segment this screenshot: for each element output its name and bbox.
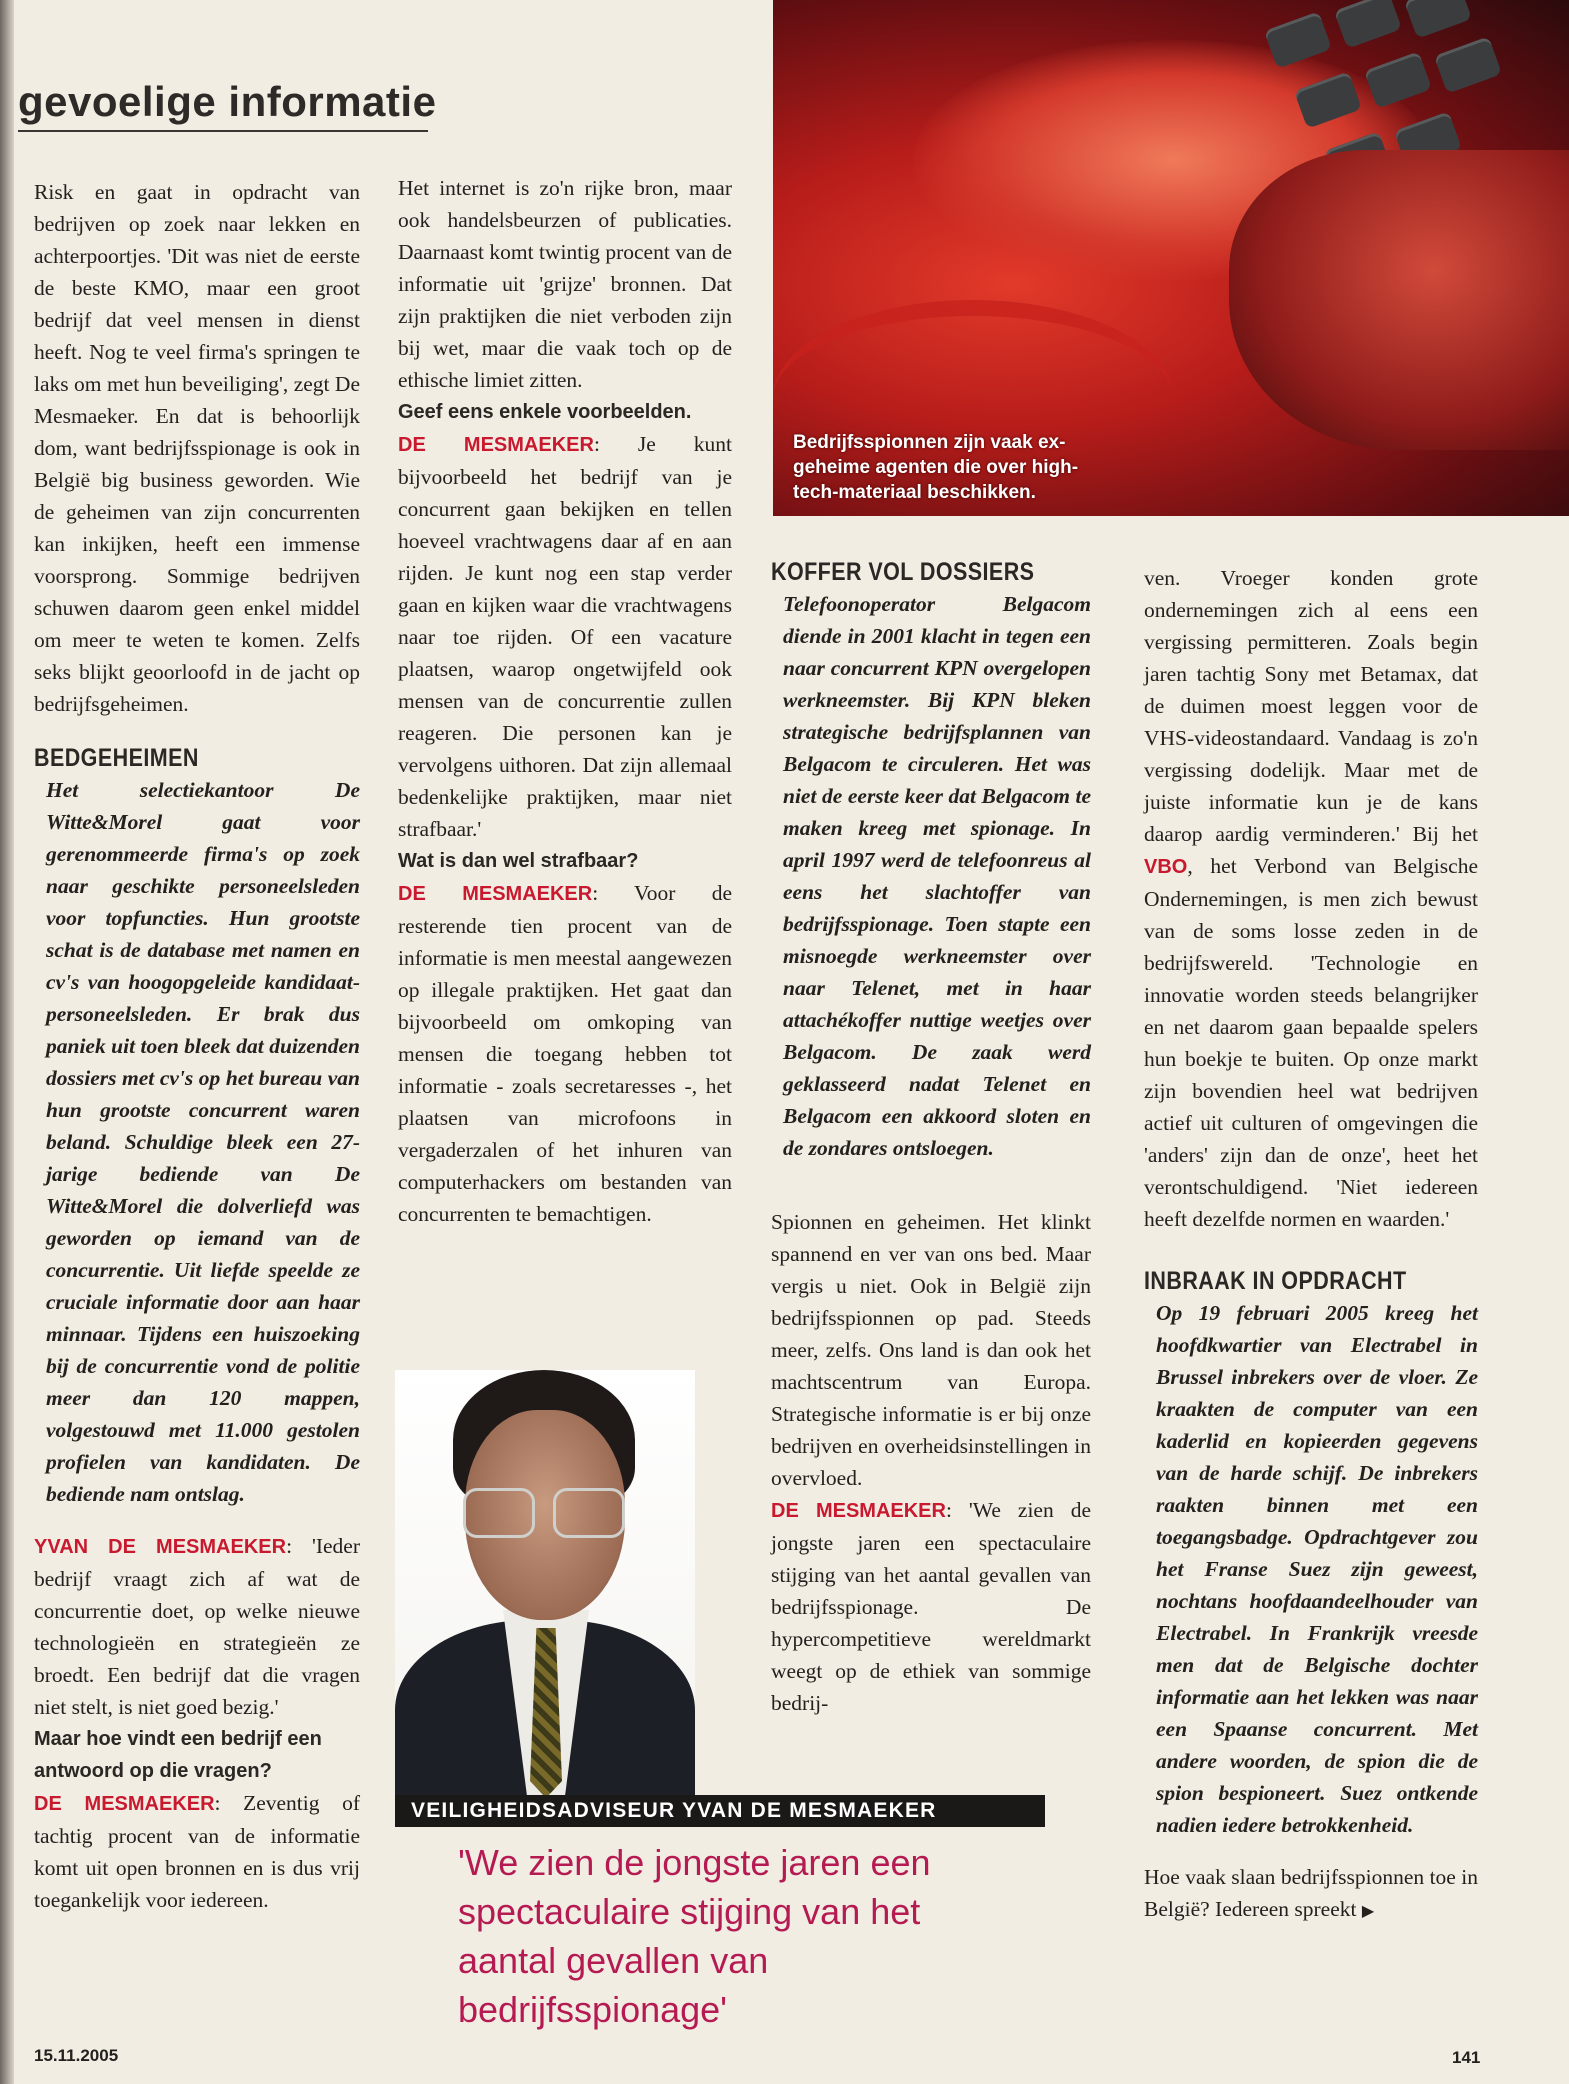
box-heading-bedgeheimen: BEDGEHEIMEN — [34, 744, 199, 772]
section-title: gevoelige informatie — [18, 78, 437, 125]
pull-quote: 'We zien de jongste jaren een spectaculaire stijging van het aantal gevallen van bedrijfsspionage' — [458, 1842, 931, 2030]
col3-answer — [771, 1494, 1091, 1719]
answer-text: : Je kunt bijvoorbeeld het bedrijf van je concurrent gaan bekijken en tellen hoeveel vrachtwagens daar af en aan rijden. Je kunt nog een stap verder gaan en kijken waar die vrachtwagens naar toe rijden. Of een vacature plaatsen, waarop ongetwijfeld ook mensen van de concurrentie zullen reageren. Die personen kan je vervolgens uithoren. Dat zijn allemaal bedenkelijke praktijken, maar niet strafbaar.' — [398, 432, 732, 841]
col1-speaker — [34, 1530, 360, 1723]
col4-text — [1144, 562, 1478, 1235]
column-1 — [34, 176, 360, 1916]
column-4 — [1144, 562, 1478, 1927]
portrait-photo — [395, 1370, 695, 1795]
title-rule — [18, 130, 428, 132]
col3-intro: Spionnen en geheimen. Het klinkt spannend en ver van ons bed. Maar vergis u niet. Ook in België zijn bedrijfsspionnen op pad. Steeds meer, zelfs. Ons land is dan ook het machtscentrum van Europa. Strategische informatie is er bij onze bedrijven en overheidsinstellingen in overvloed. — [771, 1210, 1091, 1490]
answer-label: DE MESMAEKER — [771, 1500, 946, 1522]
speaker-label: YVAN DE MESMAEKER — [34, 1536, 287, 1558]
answer-label: DE MESMAEKER — [398, 434, 594, 456]
box-text-koffer: Telefoonoperator Belgacom diende in 2001 klacht in tegen een naar concurrent KPN overgelopen werkneemster. Bij KPN bleken strategische bedrijfsplannen van Belgacom te circuleren. Het was niet de eerste keer dat Belgacom te maken kreeg met spionage. In april 1997 werd de telefoonreus al eens het slachtoffer van bedrijfsspionage. Toen stapte een misnoegde werkneemster over naar Telenet, met in haar attachékoffer nuttige weetjes over Belgacom. De zaak werd geklasseerd nadat Telenet en Belgacom een akkoord sloten en de zondares ontsloegen. — [783, 592, 1091, 1160]
box-heading-koffer: KOFFER VOL DOSSIERS — [771, 558, 1035, 586]
footer-date: 15.11.2005 — [34, 2046, 119, 2065]
speaker-text: : 'Ieder bedrijf vraagt zich af wat de concurrentie doet, op welke nieuwe technologieën en strategieën ze broedt. Een bedrijf dat die vragen niet stelt, is niet goed bezig.' — [34, 1534, 360, 1719]
col2-question-1: Geef eens enkele voorbeelden. — [398, 401, 692, 423]
footer-page-number: 141 — [1452, 2048, 1481, 2067]
box-text-inbraak: Op 19 februari 2005 kreeg het hoofdkwartier van Electrabel in Brussel inbrekers over de vloer. Ze kraakten de computer van een kaderlid en kopieerden gegevens van de harde schijf. De inbrekers raakten binnen met een toegangsbadge. Opdrachtgever zou het Franse Suez zijn geweest, nochtans hoofdaandeelhouder van Electrabel. In Frankrijk vreesde men dat de Belgische dochter informatie aan het lekken was naar een Spaanse concurrent. Met andere woorden, de spion die de spion bespioneert. Suez ontkende nadien iedere betrokkenheid. — [1156, 1301, 1478, 1837]
col2-answer-1 — [398, 428, 732, 845]
glasses-shape — [463, 1488, 629, 1538]
vbo-label: VBO — [1144, 856, 1188, 878]
answer-label: DE MESMAEKER — [34, 1793, 215, 1815]
col4-text-a: ven. Vroeger konden grote ondernemingen zich al eens een vergissing permitteren. Zoals begin jaren tachtig Sony met Betamax, dat de duimen moest leggen voor de VHS-videostandaard. Vandaag is zo'n vergissing dodelijk. Maar met de juiste informatie kun je de kans daarop aardig verminderen.' Bij het — [1144, 566, 1478, 846]
answer-text: : Zeventig of tachtig procent van de informatie komt uit open bronnen en is dus vrij toegankelijk voor iedereen. — [34, 1791, 360, 1912]
hand-shape — [1229, 150, 1569, 450]
box-text-bedgeheimen: Het selectiekantoor De Witte&Morel gaat voor gerenommeerde firma's op zoek naar geschikte personeelsleden voor topfuncties. Hun grootste schat is de database met namen en cv's van hoogopgeleide kandidaat-personeelsleden. Er brak dus paniek uit toen bleek dat duizenden dossiers met cv's op het bureau van hun grootste concurrent waren beland. Schuldige bleek een 27-jarige bediende van De Witte&Morel die dolverliefd was geworden op iemand van de concurrentie. Uit liefde speelde ze cruciale informatie door aan haar minnaar. Tijdens een huiszoeking bij de concurrentie vond de politie meer dan 120 mappen, volgestouwd met 11.000 gestolen profielen van kandidaten. De bediende nam ontslag. — [46, 778, 360, 1506]
photo-caption: Bedrijfsspionnen zijn vaak ex-geheime agenten die over high-tech-materiaal beschikken. — [793, 432, 1079, 503]
picture-caption: VEILIGHEIDSADVISEUR YVAN DE MESMAEKER — [395, 1795, 1045, 1827]
box-heading-inbraak: INBRAAK IN OPDRACHT — [1144, 1267, 1407, 1295]
col1-intro: Risk en gaat in opdracht van bedrijven op zoek naar lekken en achterpoortjes. 'Dit was niet de eerste de beste KMO, maar een groot bedrijf dat veel mensen in dienst heeft. Nog te veel firma's springen te laks om met hun beveiliging', zegt De Mesmaeker. En dat is behoorlijk dom, want bedrijfsspionage is ook in België big business geworden. Wie de geheimen van zijn concurrenten kan inkijken, heeft een immense voorsprong. Sommige bedrijven schuwen daarom geen enkel middel om meer te weten te komen. Zelfs seks blijkt geoorloofd in de jacht op bedrijfsgeheimen. — [34, 180, 360, 716]
col2-question-2: Wat is dan wel strafbaar? — [398, 850, 639, 872]
col1-question: Maar hoe vindt een bedrijf een antwoord op die vragen? — [34, 1728, 322, 1782]
col2-intro: Het internet is zo'n rijke bron, maar ook handelsbeurzen of publicaties. Daarnaast komt twintig procent van de informatie uit 'grijze' bronnen. Dat zijn praktijken die niet verboden zijn bij wet, maar die vaak toch op de ethische limiet zitten. — [398, 176, 732, 392]
col1-answer — [34, 1787, 360, 1916]
column-2 — [398, 172, 732, 1230]
answer-text: : 'We zien de jongste jaren een spectaculaire stijging van het aantal gevallen van bedrijfsspionage. De hypercompetitieve wereldmarkt weegt op de ethiek van sommige bedrij- — [771, 1498, 1091, 1715]
col2-answer-2 — [398, 877, 732, 1230]
page-binding-edge — [0, 0, 14, 2084]
answer-text: : Voor de resterende tien procent van de informatie is men meestal aangewezen op illegale praktijken. Het gaat dan bijvoorbeeld om omkoping van mensen die toegang hebben tot informatie - zoals secretaresses -, het plaatsen van microfoons in vergaderzalen of het inhuren van computerhackers om bestanden van concurrenten te bemachtigen. — [398, 881, 732, 1226]
col4-closing — [1144, 1861, 1478, 1927]
column-3 — [771, 556, 1091, 1719]
col4-text-b: , het Verbond van Belgische Ondernemingen, is men zich bewust van de soms losse zeden in de bedrijfswereld. 'Technologie en innovatie worden steeds belangrijker en net daarom gaan bepaalde spelers hun boekje te buiten. Op onze markt zijn bovendien heel wat bedrijven actief uit culturen of omgevingen die 'anders' zijn dan de onze', heet het verontschuldigend. 'Niet iedereen heeft dezelfde normen en waarden.' — [1144, 854, 1478, 1231]
closing-text: Hoe vaak slaan bedrijfsspionnen toe in België? Iedereen spreekt — [1144, 1865, 1478, 1921]
answer-label: DE MESMAEKER — [398, 883, 593, 905]
continue-arrow-icon: ▶ — [1361, 1901, 1375, 1920]
